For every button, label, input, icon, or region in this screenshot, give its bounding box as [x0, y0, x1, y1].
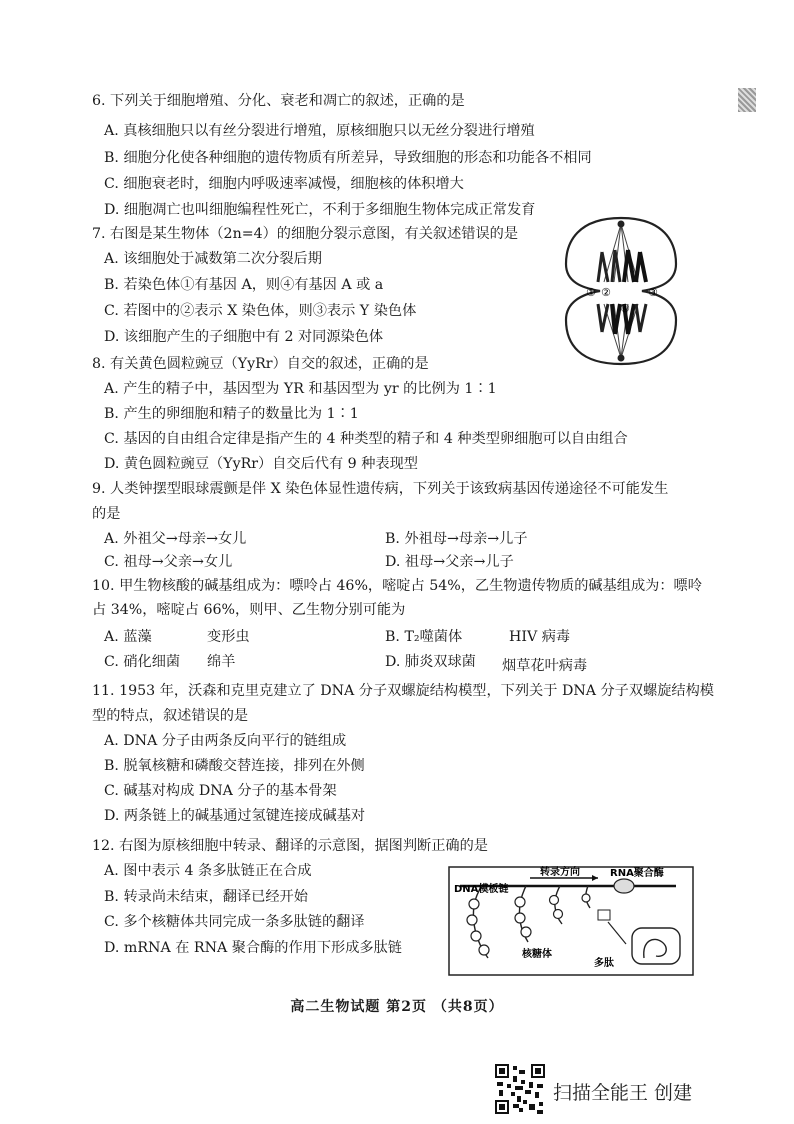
- q7-option-c: C. 若图中的②表示 X 染色体，则③表示 Y 染色体: [104, 303, 417, 319]
- q9-option-c: C. 祖母→父亲→女儿: [104, 554, 233, 570]
- chromosome-label-4: ④: [620, 302, 630, 315]
- magnify-box: [598, 910, 610, 920]
- chromosome-label-3: ③: [648, 286, 658, 299]
- q9-option-d: D. 祖母→父亲→儿子: [385, 554, 514, 570]
- centriole-bottom: [618, 355, 625, 362]
- q11-option-a: A. DNA 分子由两条反向平行的链组成: [104, 733, 347, 749]
- q7-option-d: D. 该细胞产生的子细胞中有 2 对同源染色体: [104, 329, 384, 345]
- q11-stem-line2: 型的特点，叙述错误的是: [92, 708, 249, 724]
- direction-label: 转录方向: [540, 867, 580, 878]
- q8-stem: 8. 有关黄色圆粒豌豆（YyRr）自交的叙述，正确的是: [92, 356, 429, 372]
- q9-stem-line1: 9. 人类钟摆型眼球震颤是伴 X 染色体显性遗传病，下列关于该致病基因传递途径不可能发生: [92, 481, 669, 497]
- q9-option-a: A. 外祖父→母亲→女儿: [104, 531, 247, 547]
- page-footer: 高二生物试题 第2页 （共8页）: [290, 999, 504, 1015]
- q10-option-b-1: B. T₂噬菌体: [385, 629, 463, 645]
- chromosome-label-2: ②: [601, 286, 611, 299]
- q10-stem-line1: 10. 甲生物核酸的碱基组成为：嘌呤占 46%，嘧啶占 54%，乙生物遗传物质的碱基组成为：嘌呤: [92, 578, 702, 594]
- q10-option-c-2: 绵羊: [207, 654, 236, 670]
- scanner-watermark: [495, 1064, 755, 1118]
- peptide-chain: [644, 939, 666, 958]
- q10-option-d-2: 烟草花叶病毒: [502, 658, 588, 674]
- chromosome-label-1: ①: [586, 286, 596, 299]
- q8-option-c: C. 基因的自由组合定律是指产生的 4 种类型的精子和 4 种类型卵细胞可以自由组合: [104, 431, 628, 447]
- q12-option-c: C. 多个核糖体共同完成一条多肽链的翻译: [104, 914, 365, 930]
- q12-option-d: D. mRNA 在 RNA 聚合酶的作用下形成多肽链: [104, 940, 402, 956]
- q7-option-a: A. 该细胞处于减数第二次分裂后期: [104, 251, 322, 267]
- q12-option-a: A. 图中表示 4 条多肽链正在合成: [104, 863, 312, 879]
- q12-stem: 12. 右图为原核细胞中转录、翻译的示意图，据图判断正确的是: [92, 838, 488, 854]
- q6-stem: 6. 下列关于细胞增殖、分化、衰老和凋亡的叙述，正确的是: [92, 93, 465, 109]
- q9-option-b: B. 外祖母→母亲→儿子: [385, 531, 528, 547]
- mrna-strands: [473, 886, 590, 958]
- q11-option-d: D. 两条链上的碱基通过氢键连接成碱基对: [104, 808, 366, 824]
- q7-option-b: B. 若染色体①有基因 A，则④有基因 A 或 a: [104, 277, 384, 293]
- q8-option-d: D. 黄色圆粒豌豆（YyRr）自交后代有 9 种表现型: [104, 456, 418, 472]
- q6-option-d: D. 细胞凋亡也叫细胞编程性死亡，不利于多细胞生物体完成正常发育: [104, 202, 536, 218]
- rna-polymerase-shape: [614, 879, 634, 893]
- peptide-label: 多肽: [594, 958, 614, 969]
- q6-option-a: A. 真核细胞只以有丝分裂进行增殖，原核细胞只以无丝分裂进行增殖: [104, 123, 535, 139]
- ribosomes: [467, 894, 590, 955]
- centriole-top: [618, 221, 625, 228]
- q10-option-d-1: D. 肺炎双球菌: [385, 654, 476, 670]
- transcription-translation-figure: [448, 866, 694, 976]
- q10-option-a-2: 变形虫: [207, 629, 250, 645]
- direction-arrow-head: [592, 875, 598, 881]
- q10-stem-line2: 占 34%，嘧啶占 66%，则甲、乙生物分别可能为: [92, 602, 406, 618]
- q10-option-c-1: C. 硝化细菌: [104, 654, 181, 670]
- cell-membrane: [566, 218, 676, 364]
- q12-option-b: B. 转录尚未结束，翻译已经开始: [104, 889, 308, 905]
- q10-option-a-1: A. 蓝藻: [104, 629, 152, 645]
- polymerase-label: RNA聚合酶: [610, 868, 664, 879]
- dna-template-label: DNA模板链: [454, 884, 509, 895]
- q11-option-c: C. 碱基对构成 DNA 分子的基本骨架: [104, 783, 337, 799]
- q8-option-b: B. 产生的卵细胞和精子的数量比为 1∶1: [104, 406, 359, 422]
- q6-option-b: B. 细胞分化使各种细胞的遗传物质有所差异，导致细胞的形态和功能各不相同: [104, 150, 592, 166]
- q8-option-a: A. 产生的精子中，基因型为 YR 和基因型为 yr 的比例为 1∶1: [104, 381, 497, 397]
- q7-stem: 7. 右图是某生物体（2n=4）的细胞分裂示意图，有关叙述错误的是: [92, 226, 519, 242]
- qr-code-icon: [495, 1064, 545, 1114]
- cell-division-figure: [560, 212, 682, 370]
- scanner-label: 扫描全能王 创建: [553, 1082, 693, 1104]
- peptide-callout: [632, 928, 680, 964]
- q11-stem-line1: 11. 1953 年，沃森和克里克建立了 DNA 分子双螺旋结构模型，下列关于 DNA 分子双螺旋结构模: [92, 683, 714, 699]
- scan-artifact: [738, 88, 756, 112]
- ribosome-label: 核糖体: [522, 949, 552, 960]
- q6-option-c: C. 细胞衰老时，细胞内呼吸速率减慢，细胞核的体积增大: [104, 176, 464, 192]
- q11-option-b: B. 脱氧核糖和磷酸交替连接，排列在外侧: [104, 758, 365, 774]
- magnify-arrow: [608, 922, 626, 944]
- q10-option-b-2: HIV 病毒: [509, 629, 571, 645]
- q9-stem-line2: 的是: [92, 506, 121, 522]
